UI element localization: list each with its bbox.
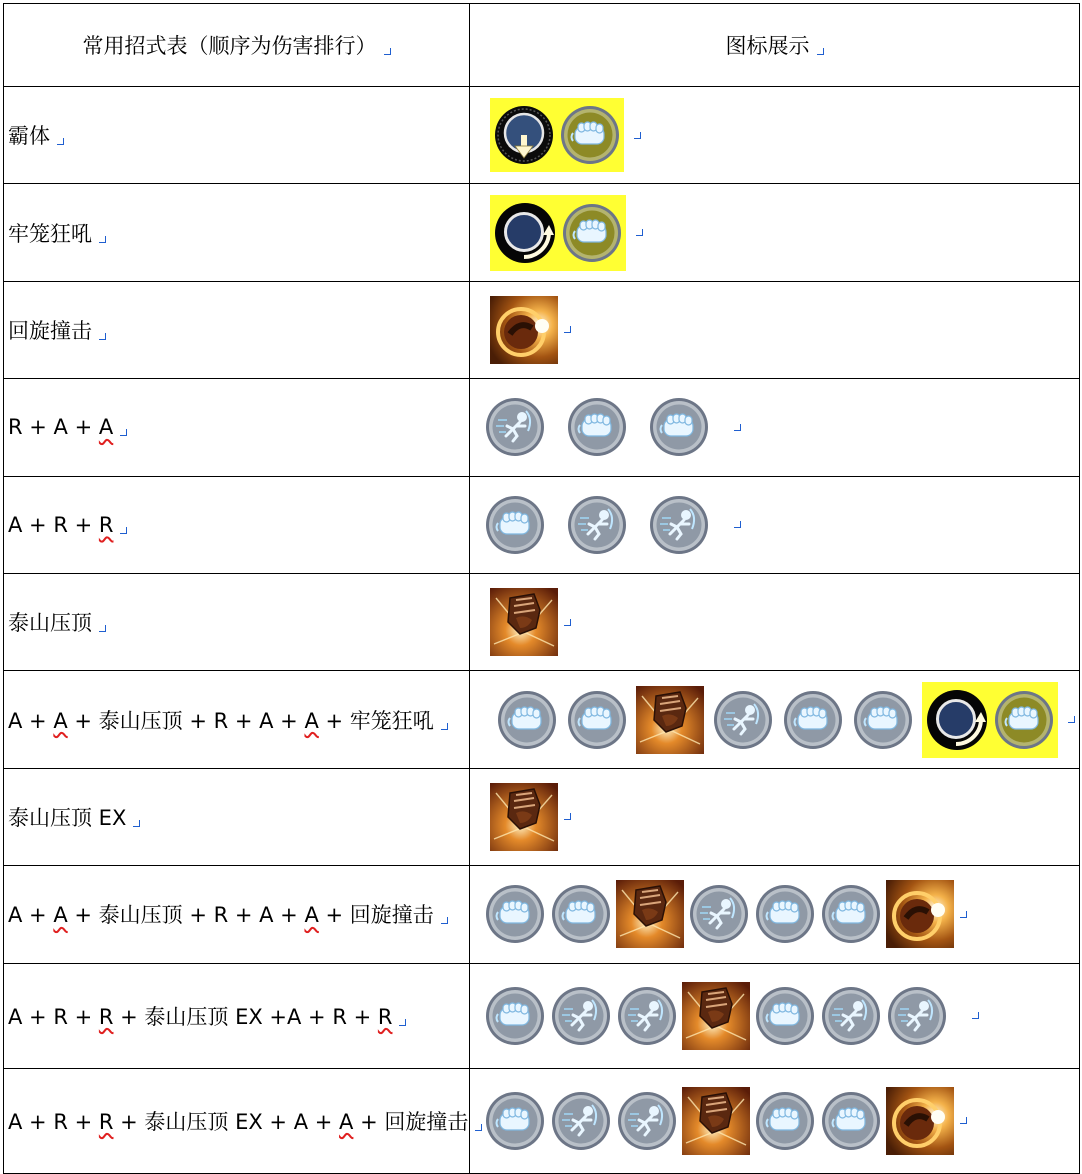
table-row: [4, 379, 1080, 476]
move-token: +: [22, 512, 54, 537]
spellcheck-token: R: [377, 1004, 393, 1029]
move-token: + 回旋撞击: [318, 903, 434, 928]
icon-sequence: [478, 98, 1079, 172]
combo-table: [3, 3, 1080, 1174]
superarmor-icon: [493, 104, 555, 166]
spellcheck-token: A: [339, 1109, 354, 1134]
move-token: +: [67, 1004, 99, 1029]
move-name-cell: [4, 379, 470, 476]
move-token: +: [67, 1109, 99, 1134]
spellcheck-token: A: [304, 903, 319, 928]
dash-icon: [820, 985, 882, 1047]
fist-icon: [820, 1090, 882, 1152]
fist-icon: [550, 883, 612, 945]
icon-sequence: [478, 195, 1079, 271]
table-row: [4, 573, 1080, 670]
move-token: R: [53, 512, 68, 537]
paragraph-mark-icon: [99, 625, 106, 632]
fist-icon: [484, 1090, 546, 1152]
icon-sequence: [478, 588, 1079, 656]
move-token: A: [53, 415, 68, 440]
dash-icon: [550, 985, 612, 1047]
table-row: [4, 963, 1080, 1068]
move-token: R: [8, 415, 23, 440]
dash-icon: [648, 494, 710, 556]
paragraph-mark-icon: [634, 132, 641, 139]
icon-sequence: [478, 682, 1079, 758]
table-row: [4, 476, 1080, 573]
paragraph-mark-icon: [57, 138, 64, 145]
paragraph-mark-icon: [475, 1124, 482, 1131]
table-row: [4, 281, 1080, 378]
table-row: [4, 866, 1080, 963]
paragraph-mark-icon: [960, 1117, 967, 1124]
icon-sequence: [478, 494, 1079, 556]
dash-icon: [616, 985, 678, 1047]
paragraph-mark-icon: [384, 48, 391, 55]
fist-icon: [754, 1090, 816, 1152]
move-token: R: [53, 1004, 68, 1029]
header-moves: 常用招式表（顺序为伤害排行）: [4, 4, 470, 87]
paragraph-mark-icon: [99, 236, 106, 243]
move-token: +: [22, 708, 54, 733]
fist-icon: [754, 883, 816, 945]
move-token: A: [8, 903, 23, 928]
table-row: [4, 184, 1080, 281]
icon-sequence: [478, 880, 1079, 948]
spellcheck-token: R: [98, 1004, 114, 1029]
spellcheck-token: R: [98, 512, 114, 537]
move-token: +: [22, 1109, 54, 1134]
move-token: + 回旋撞击: [353, 1109, 469, 1134]
move-token: A: [8, 708, 23, 733]
fist-icon: [566, 396, 628, 458]
move-token: 回旋撞击: [8, 318, 92, 343]
icon-cell: [470, 963, 1080, 1068]
dash-icon: [616, 1090, 678, 1152]
move-token: +: [22, 903, 54, 928]
icon-cell: [470, 184, 1080, 281]
move-token: + 泰山压顶 + R + A +: [67, 708, 305, 733]
icon-sequence: [478, 1087, 1079, 1155]
paragraph-mark-icon: [399, 1019, 406, 1026]
move-name-cell: [4, 963, 470, 1068]
mountain-crush-icon: [616, 880, 684, 948]
mountain-crush-icon: [490, 588, 558, 656]
icon-sequence: [478, 783, 1079, 851]
fist-gold-icon: [559, 104, 621, 166]
paragraph-mark-icon: [441, 917, 448, 924]
paragraph-mark-icon: [99, 333, 106, 340]
move-token: +: [22, 1004, 54, 1029]
move-token: + 牢笼狂吼: [318, 708, 434, 733]
icon-sequence: [478, 982, 1079, 1050]
paragraph-mark-icon: [734, 521, 741, 528]
fist-icon: [648, 396, 710, 458]
move-token: +: [67, 415, 99, 440]
table-row: [4, 671, 1080, 768]
move-name-cell: [4, 87, 470, 184]
paragraph-mark-icon: [734, 424, 741, 431]
mountain-crush-icon: [490, 783, 558, 851]
move-token: +: [22, 415, 54, 440]
spin-strike-icon: [490, 296, 558, 364]
paragraph-mark-icon: [564, 326, 571, 333]
move-token: 霸体: [8, 124, 50, 149]
move-token: A: [8, 1109, 23, 1134]
fist-gold-icon: [561, 202, 623, 264]
icon-cell: [470, 379, 1080, 476]
icon-sequence: [478, 396, 1079, 458]
dash-icon: [566, 494, 628, 556]
move-name-cell: [4, 573, 470, 670]
fist-icon: [484, 883, 546, 945]
dash-icon: [484, 396, 546, 458]
move-token: 泰山压顶 EX: [8, 805, 127, 830]
dash-icon: [886, 985, 948, 1047]
fist-icon: [852, 689, 914, 751]
move-token: +: [67, 512, 99, 537]
move-token: 泰山压顶: [8, 611, 92, 636]
fist-icon: [484, 985, 546, 1047]
fist-icon: [484, 494, 546, 556]
spellcheck-token: A: [53, 903, 68, 928]
spellcheck-token: A: [98, 415, 114, 440]
fist-gold-icon: [993, 689, 1055, 751]
spellcheck-token: A: [304, 708, 319, 733]
fist-icon: [754, 985, 816, 1047]
paragraph-mark-icon: [960, 911, 967, 918]
fist-icon: [496, 689, 558, 751]
spin-strike-icon: [886, 880, 954, 948]
mountain-crush-icon: [682, 1087, 750, 1155]
highlighted-icon-group: [490, 98, 624, 172]
move-name-cell: [4, 671, 470, 768]
icon-sequence: [478, 296, 1079, 364]
dash-icon: [550, 1090, 612, 1152]
move-token: + 泰山压顶 EX + A +: [113, 1109, 340, 1134]
move-token: + 泰山压顶 + R + A +: [67, 903, 305, 928]
move-name-cell: [4, 184, 470, 281]
spellcheck-token: A: [53, 708, 68, 733]
fist-icon: [820, 883, 882, 945]
paragraph-mark-icon: [564, 619, 571, 626]
paragraph-mark-icon: [441, 723, 448, 730]
icon-cell: [470, 281, 1080, 378]
move-token: + 泰山压顶 EX +A + R +: [113, 1004, 378, 1029]
move-name-cell: [4, 476, 470, 573]
move-name-cell: [4, 1068, 470, 1173]
fist-icon: [782, 689, 844, 751]
dash-icon: [712, 689, 774, 751]
fist-icon: [566, 689, 628, 751]
paragraph-mark-icon: [636, 229, 643, 236]
move-name-cell: [4, 281, 470, 378]
move-name-cell: [4, 768, 470, 865]
move-token: A: [8, 1004, 23, 1029]
move-name-cell: [4, 866, 470, 963]
header-row: [4, 4, 1080, 87]
move-token: 牢笼狂吼: [8, 221, 92, 246]
header-icons: 图标展示: [470, 4, 1080, 87]
dash-icon: [688, 883, 750, 945]
move-token: A: [8, 512, 23, 537]
cage-roar-icon: [925, 688, 989, 752]
icon-cell: [470, 768, 1080, 865]
table-row: [4, 87, 1080, 184]
paragraph-mark-icon: [1068, 716, 1075, 723]
paragraph-mark-icon: [972, 1012, 979, 1019]
highlighted-icon-group: [490, 195, 626, 271]
icon-cell: [470, 866, 1080, 963]
icon-cell: [470, 671, 1080, 768]
highlighted-icon-group: [922, 682, 1058, 758]
paragraph-mark-icon: [564, 813, 571, 820]
paragraph-mark-icon: [120, 429, 127, 436]
paragraph-mark-icon: [120, 527, 127, 534]
icon-cell: [470, 87, 1080, 184]
spellcheck-token: R: [98, 1109, 114, 1134]
table-row: [4, 1068, 1080, 1173]
cage-roar-icon: [493, 201, 557, 265]
mountain-crush-icon: [636, 686, 704, 754]
mountain-crush-icon: [682, 982, 750, 1050]
icon-cell: [470, 476, 1080, 573]
icon-cell: [470, 573, 1080, 670]
icon-cell: [470, 1068, 1080, 1173]
paragraph-mark-icon: [133, 820, 140, 827]
table-row: [4, 768, 1080, 865]
paragraph-mark-icon: [817, 48, 824, 55]
spin-strike-icon: [886, 1087, 954, 1155]
move-token: R: [53, 1109, 68, 1134]
